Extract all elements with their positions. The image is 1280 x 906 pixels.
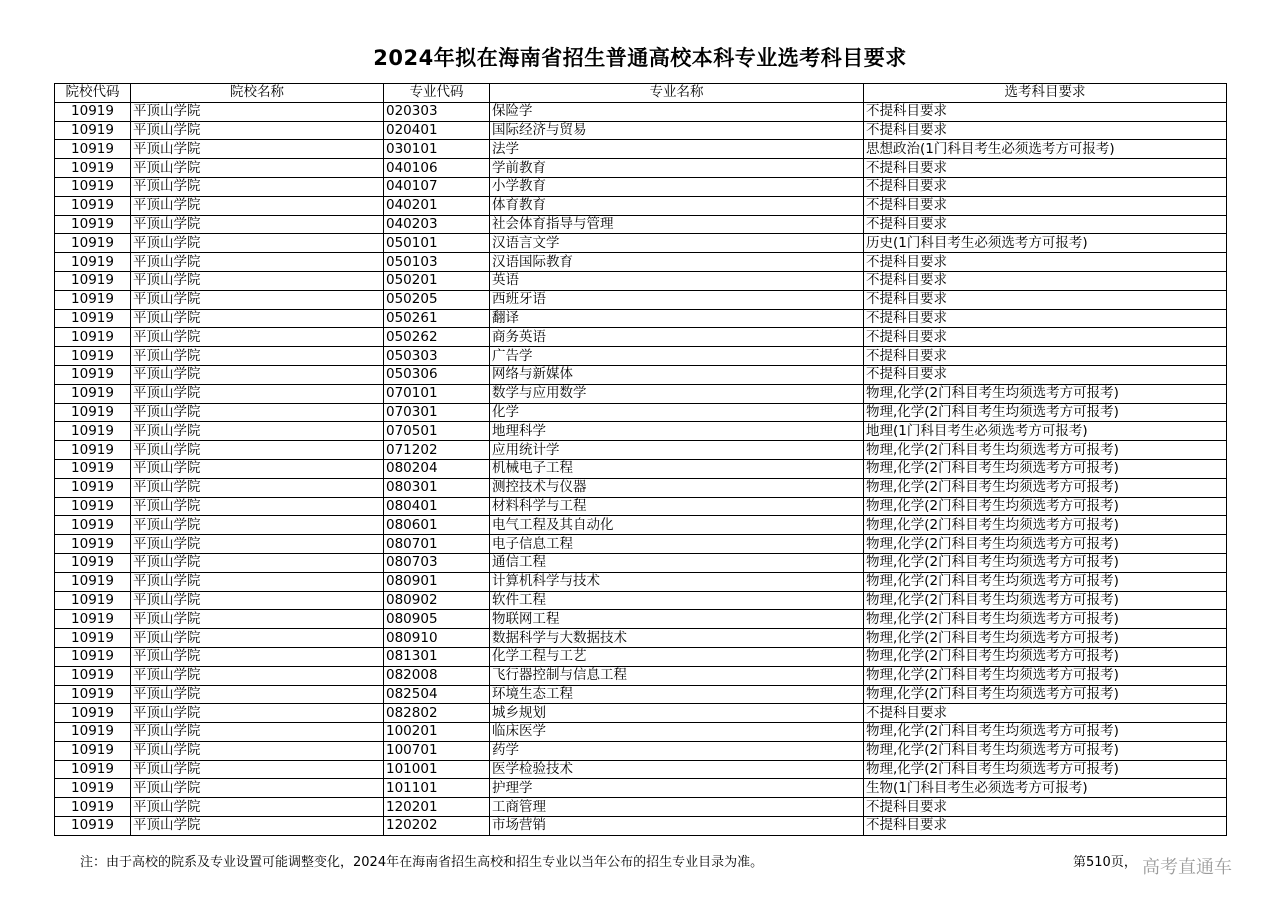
table-row [55, 215, 1227, 234]
school-code-cell: 10919 [55, 535, 131, 554]
major-name-cell: 市场营销 [490, 817, 864, 836]
school-code-cell: 10919 [55, 177, 131, 196]
major-name-cell: 测控技术与仪器 [490, 478, 864, 497]
school-code-cell: 10919 [55, 741, 131, 760]
table-row [55, 271, 1227, 290]
major-name-cell: 飞行器控制与信息工程 [490, 666, 864, 685]
school-code-cell: 10919 [55, 441, 131, 460]
major-code-cell: 050306 [384, 365, 490, 384]
major-name-cell: 体育教育 [490, 196, 864, 215]
school-name-cell: 平顶山学院 [131, 328, 384, 347]
school-code-cell: 10919 [55, 309, 131, 328]
school-name-cell: 平顶山学院 [131, 798, 384, 817]
requirement-cell: 不提科目要求 [864, 704, 1227, 723]
requirement-cell: 物理,化学(2门科目考生均须选考方可报考) [864, 760, 1227, 779]
school-name-cell: 平顶山学院 [131, 121, 384, 140]
table-row [55, 159, 1227, 178]
major-name-cell: 数学与应用数学 [490, 384, 864, 403]
table-row [55, 685, 1227, 704]
school-name-cell: 平顶山学院 [131, 760, 384, 779]
table-row [55, 403, 1227, 422]
school-name-cell: 平顶山学院 [131, 234, 384, 253]
table-row [55, 629, 1227, 648]
requirement-cell: 思想政治(1门科目考生必须选考方可报考) [864, 140, 1227, 159]
major-code-cell: 050262 [384, 328, 490, 347]
school-name-cell: 平顶山学院 [131, 459, 384, 478]
table-row [55, 779, 1227, 798]
major-code-cell: 020303 [384, 102, 490, 121]
school-code-cell: 10919 [55, 459, 131, 478]
requirement-cell: 物理,化学(2门科目考生均须选考方可报考) [864, 403, 1227, 422]
major-code-cell: 080301 [384, 478, 490, 497]
school-code-cell: 10919 [55, 723, 131, 742]
major-name-cell: 学前教育 [490, 159, 864, 178]
school-code-cell: 10919 [55, 572, 131, 591]
major-name-cell: 医学检验技术 [490, 760, 864, 779]
school-code-cell: 10919 [55, 798, 131, 817]
school-code-cell: 10919 [55, 591, 131, 610]
major-name-cell: 药学 [490, 741, 864, 760]
major-code-cell: 120201 [384, 798, 490, 817]
table-row [55, 309, 1227, 328]
school-code-cell: 10919 [55, 610, 131, 629]
requirement-cell: 不提科目要求 [864, 177, 1227, 196]
school-name-cell: 平顶山学院 [131, 140, 384, 159]
major-name-cell: 西班牙语 [490, 290, 864, 309]
requirements-table [54, 83, 1227, 836]
major-name-cell: 电气工程及其自动化 [490, 516, 864, 535]
school-name-cell: 平顶山学院 [131, 403, 384, 422]
school-name-cell: 平顶山学院 [131, 516, 384, 535]
table-row [55, 497, 1227, 516]
school-code-cell: 10919 [55, 234, 131, 253]
major-name-cell: 商务英语 [490, 328, 864, 347]
school-code-cell: 10919 [55, 102, 131, 121]
major-name-cell: 小学教育 [490, 177, 864, 196]
table-header-row [55, 84, 1227, 103]
school-code-cell: 10919 [55, 516, 131, 535]
requirement-cell: 物理,化学(2门科目考生均须选考方可报考) [864, 441, 1227, 460]
school-code-cell: 10919 [55, 817, 131, 836]
major-code-cell: 080905 [384, 610, 490, 629]
major-name-cell: 翻译 [490, 309, 864, 328]
requirement-cell: 不提科目要求 [864, 290, 1227, 309]
major-name-cell: 物联网工程 [490, 610, 864, 629]
school-name-cell: 平顶山学院 [131, 177, 384, 196]
requirement-cell: 不提科目要求 [864, 309, 1227, 328]
school-name-cell: 平顶山学院 [131, 704, 384, 723]
major-code-cell: 101101 [384, 779, 490, 798]
major-code-cell: 070101 [384, 384, 490, 403]
major-name-cell: 化学工程与工艺 [490, 647, 864, 666]
major-name-cell: 工商管理 [490, 798, 864, 817]
major-name-cell: 计算机科学与技术 [490, 572, 864, 591]
school-name-cell: 平顶山学院 [131, 610, 384, 629]
school-code-cell: 10919 [55, 497, 131, 516]
school-code-cell: 10919 [55, 347, 131, 366]
table-row [55, 760, 1227, 779]
table-row [55, 365, 1227, 384]
requirement-cell: 物理,化学(2门科目考生均须选考方可报考) [864, 647, 1227, 666]
requirement-cell: 历史(1门科目考生必须选考方可报考) [864, 234, 1227, 253]
requirement-cell: 不提科目要求 [864, 121, 1227, 140]
major-name-cell: 汉语国际教育 [490, 253, 864, 272]
table-row [55, 741, 1227, 760]
major-code-cell: 020401 [384, 121, 490, 140]
school-code-cell: 10919 [55, 422, 131, 441]
school-name-cell: 平顶山学院 [131, 478, 384, 497]
major-code-cell: 071202 [384, 441, 490, 460]
school-name-cell: 平顶山学院 [131, 309, 384, 328]
school-name-cell: 平顶山学院 [131, 741, 384, 760]
major-code-cell: 081301 [384, 647, 490, 666]
major-name-cell: 国际经济与贸易 [490, 121, 864, 140]
table-row [55, 347, 1227, 366]
school-code-cell: 10919 [55, 215, 131, 234]
major-code-cell: 080601 [384, 516, 490, 535]
major-code-cell: 030101 [384, 140, 490, 159]
requirement-cell: 物理,化学(2门科目考生均须选考方可报考) [864, 497, 1227, 516]
table-row [55, 535, 1227, 554]
major-name-cell: 数据科学与大数据技术 [490, 629, 864, 648]
school-name-cell: 平顶山学院 [131, 497, 384, 516]
major-name-cell: 英语 [490, 271, 864, 290]
requirement-cell: 物理,化学(2门科目考生均须选考方可报考) [864, 610, 1227, 629]
major-name-cell: 应用统计学 [490, 441, 864, 460]
major-name-cell: 地理科学 [490, 422, 864, 441]
requirement-cell: 物理,化学(2门科目考生均须选考方可报考) [864, 459, 1227, 478]
school-name-cell: 平顶山学院 [131, 347, 384, 366]
table-row [55, 290, 1227, 309]
requirement-cell: 物理,化学(2门科目考生均须选考方可报考) [864, 553, 1227, 572]
school-name-cell: 平顶山学院 [131, 779, 384, 798]
major-code-cell: 082008 [384, 666, 490, 685]
major-code-cell: 080901 [384, 572, 490, 591]
school-name-cell: 平顶山学院 [131, 253, 384, 272]
school-name-cell: 平顶山学院 [131, 196, 384, 215]
table-row [55, 817, 1227, 836]
school-name-cell: 平顶山学院 [131, 572, 384, 591]
major-code-cell: 080204 [384, 459, 490, 478]
school-code-cell: 10919 [55, 553, 131, 572]
footnote: 注：由于高校的院系及专业设置可能调整变化，2024年在海南省招生高校和招生专业以当年公布的招生专业目录为准。 [80, 855, 764, 870]
major-code-cell: 050303 [384, 347, 490, 366]
table-row [55, 572, 1227, 591]
requirement-cell: 不提科目要求 [864, 817, 1227, 836]
major-code-cell: 100201 [384, 723, 490, 742]
school-code-cell: 10919 [55, 365, 131, 384]
school-code-cell: 10919 [55, 290, 131, 309]
table-row [55, 478, 1227, 497]
table-row [55, 591, 1227, 610]
requirement-cell: 不提科目要求 [864, 102, 1227, 121]
major-code-cell: 040201 [384, 196, 490, 215]
school-code-cell: 10919 [55, 629, 131, 648]
table-row [55, 441, 1227, 460]
watermark: 高考直通车 [1142, 857, 1232, 878]
school-name-cell: 平顶山学院 [131, 666, 384, 685]
major-name-cell: 法学 [490, 140, 864, 159]
school-name-cell: 平顶山学院 [131, 215, 384, 234]
school-name-cell: 平顶山学院 [131, 271, 384, 290]
table-row [55, 253, 1227, 272]
requirement-cell: 物理,化学(2门科目考生均须选考方可报考) [864, 535, 1227, 554]
major-code-cell: 080401 [384, 497, 490, 516]
requirement-cell: 不提科目要求 [864, 328, 1227, 347]
school-name-cell: 平顶山学院 [131, 441, 384, 460]
school-code-cell: 10919 [55, 196, 131, 215]
major-name-cell: 通信工程 [490, 553, 864, 572]
school-code-cell: 10919 [55, 253, 131, 272]
school-code-cell: 10919 [55, 685, 131, 704]
table-row [55, 610, 1227, 629]
column-header-major-name: 专业名称 [490, 84, 864, 103]
column-header-major-code: 专业代码 [384, 84, 490, 103]
school-code-cell: 10919 [55, 647, 131, 666]
major-code-cell: 050201 [384, 271, 490, 290]
school-name-cell: 平顶山学院 [131, 591, 384, 610]
school-name-cell: 平顶山学院 [131, 422, 384, 441]
school-code-cell: 10919 [55, 271, 131, 290]
major-code-cell: 082504 [384, 685, 490, 704]
school-name-cell: 平顶山学院 [131, 553, 384, 572]
major-code-cell: 080910 [384, 629, 490, 648]
major-name-cell: 材料科学与工程 [490, 497, 864, 516]
major-name-cell: 软件工程 [490, 591, 864, 610]
major-code-cell: 040107 [384, 177, 490, 196]
school-code-cell: 10919 [55, 121, 131, 140]
school-code-cell: 10919 [55, 478, 131, 497]
table-row [55, 177, 1227, 196]
table-row [55, 516, 1227, 535]
requirement-cell: 不提科目要求 [864, 365, 1227, 384]
school-code-cell: 10919 [55, 384, 131, 403]
requirement-cell: 不提科目要求 [864, 271, 1227, 290]
requirement-cell: 物理,化学(2门科目考生均须选考方可报考) [864, 629, 1227, 648]
requirement-cell: 物理,化学(2门科目考生均须选考方可报考) [864, 666, 1227, 685]
page-number: 第510页， [1073, 855, 1137, 870]
school-name-cell: 平顶山学院 [131, 535, 384, 554]
major-code-cell: 080703 [384, 553, 490, 572]
table-row [55, 647, 1227, 666]
requirement-cell: 物理,化学(2门科目考生均须选考方可报考) [864, 572, 1227, 591]
major-name-cell: 电子信息工程 [490, 535, 864, 554]
major-code-cell: 050205 [384, 290, 490, 309]
table-row [55, 140, 1227, 159]
school-code-cell: 10919 [55, 704, 131, 723]
requirement-cell: 生物(1门科目考生必须选考方可报考) [864, 779, 1227, 798]
major-code-cell: 040106 [384, 159, 490, 178]
major-code-cell: 070501 [384, 422, 490, 441]
school-name-cell: 平顶山学院 [131, 723, 384, 742]
table-row [55, 553, 1227, 572]
column-header-school-name: 院校名称 [131, 84, 384, 103]
page-title: 2024年拟在海南省招生普通高校本科专业选考科目要求 [373, 46, 907, 70]
major-name-cell: 护理学 [490, 779, 864, 798]
major-code-cell: 050261 [384, 309, 490, 328]
requirement-cell: 不提科目要求 [864, 215, 1227, 234]
table-row [55, 196, 1227, 215]
major-code-cell: 040203 [384, 215, 490, 234]
major-name-cell: 城乡规划 [490, 704, 864, 723]
requirement-cell: 物理,化学(2门科目考生均须选考方可报考) [864, 723, 1227, 742]
major-code-cell: 100701 [384, 741, 490, 760]
requirement-cell: 物理,化学(2门科目考生均须选考方可报考) [864, 741, 1227, 760]
major-code-cell: 120202 [384, 817, 490, 836]
major-code-cell: 070301 [384, 403, 490, 422]
school-name-cell: 平顶山学院 [131, 159, 384, 178]
table-row [55, 234, 1227, 253]
major-name-cell: 临床医学 [490, 723, 864, 742]
column-header-requirement: 选考科目要求 [864, 84, 1227, 103]
requirement-cell: 不提科目要求 [864, 347, 1227, 366]
school-code-cell: 10919 [55, 666, 131, 685]
table-row [55, 328, 1227, 347]
table-body [55, 102, 1227, 835]
requirement-cell: 不提科目要求 [864, 196, 1227, 215]
table-row [55, 704, 1227, 723]
school-code-cell: 10919 [55, 760, 131, 779]
major-code-cell: 050103 [384, 253, 490, 272]
major-name-cell: 机械电子工程 [490, 459, 864, 478]
requirement-cell: 不提科目要求 [864, 253, 1227, 272]
major-code-cell: 101001 [384, 760, 490, 779]
school-code-cell: 10919 [55, 140, 131, 159]
school-name-cell: 平顶山学院 [131, 102, 384, 121]
major-name-cell: 化学 [490, 403, 864, 422]
school-name-cell: 平顶山学院 [131, 384, 384, 403]
major-name-cell: 汉语言文学 [490, 234, 864, 253]
school-name-cell: 平顶山学院 [131, 647, 384, 666]
major-code-cell: 080701 [384, 535, 490, 554]
major-code-cell: 050101 [384, 234, 490, 253]
table-row [55, 121, 1227, 140]
table-row [55, 723, 1227, 742]
major-code-cell: 082802 [384, 704, 490, 723]
column-header-school-code: 院校代码 [55, 84, 131, 103]
requirement-cell: 不提科目要求 [864, 159, 1227, 178]
table-row [55, 422, 1227, 441]
school-code-cell: 10919 [55, 403, 131, 422]
requirement-cell: 物理,化学(2门科目考生均须选考方可报考) [864, 591, 1227, 610]
requirement-cell: 物理,化学(2门科目考生均须选考方可报考) [864, 478, 1227, 497]
school-name-cell: 平顶山学院 [131, 290, 384, 309]
major-name-cell: 广告学 [490, 347, 864, 366]
school-code-cell: 10919 [55, 328, 131, 347]
major-name-cell: 社会体育指导与管理 [490, 215, 864, 234]
school-code-cell: 10919 [55, 159, 131, 178]
school-name-cell: 平顶山学院 [131, 629, 384, 648]
school-name-cell: 平顶山学院 [131, 685, 384, 704]
requirement-cell: 物理,化学(2门科目考生均须选考方可报考) [864, 384, 1227, 403]
school-name-cell: 平顶山学院 [131, 817, 384, 836]
school-name-cell: 平顶山学院 [131, 365, 384, 384]
table-row [55, 102, 1227, 121]
table-row [55, 666, 1227, 685]
table-row [55, 384, 1227, 403]
table-row [55, 798, 1227, 817]
requirement-cell: 地理(1门科目考生必须选考方可报考) [864, 422, 1227, 441]
school-code-cell: 10919 [55, 779, 131, 798]
major-name-cell: 网络与新媒体 [490, 365, 864, 384]
requirement-cell: 物理,化学(2门科目考生均须选考方可报考) [864, 685, 1227, 704]
major-name-cell: 保险学 [490, 102, 864, 121]
requirement-cell: 不提科目要求 [864, 798, 1227, 817]
major-code-cell: 080902 [384, 591, 490, 610]
major-name-cell: 环境生态工程 [490, 685, 864, 704]
requirement-cell: 物理,化学(2门科目考生均须选考方可报考) [864, 516, 1227, 535]
table-row [55, 459, 1227, 478]
